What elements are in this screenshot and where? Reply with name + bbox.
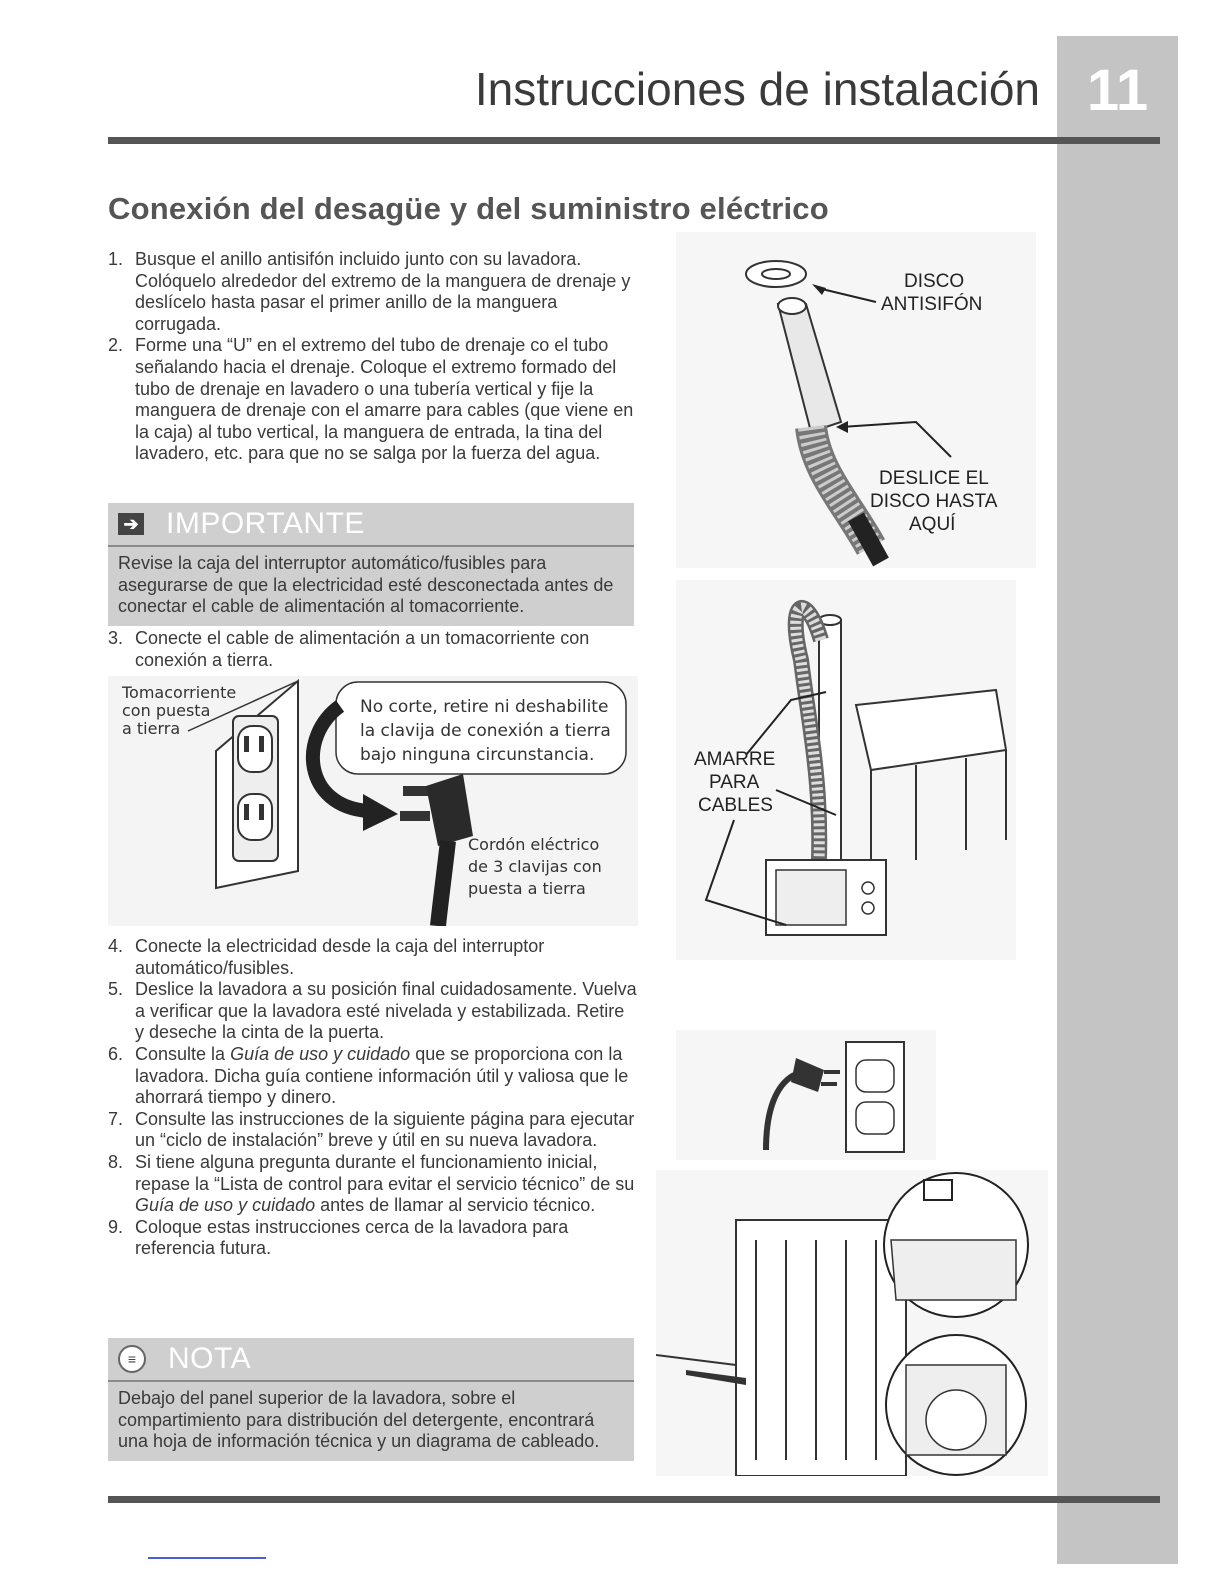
cord-label-line1: Cordón eléctrico	[468, 835, 600, 854]
list-item: 9. Coloque estas instrucciones cerca de la lavadora para referencia futura.	[108, 1216, 569, 1259]
tie-label-line1: AMARRE	[694, 749, 776, 770]
section-title: Conexión del desagüe y del suministro eléctrico	[108, 191, 829, 226]
steps-list-c	[108, 936, 638, 1260]
note-label: NOTA	[168, 1342, 252, 1375]
outlet-figure	[108, 676, 638, 926]
warning-line3: bajo ninguna circunstancia.	[360, 745, 595, 765]
tie-label-line2: PARA	[709, 772, 760, 793]
outlet-label-line2: con puesta	[122, 701, 211, 720]
slide-label-line1: DESLICE EL	[879, 468, 989, 489]
warning-line1: No corte, retire ni deshabilite	[360, 697, 609, 717]
info-sheet-icon	[924, 1180, 952, 1200]
important-callout	[108, 503, 634, 626]
cord-label-line3: puesta a tierra	[468, 879, 586, 898]
note-icon: ≡	[118, 1345, 146, 1373]
list-item: 8. Si tiene alguna pregunta durante el funcionamiento inicial, repase la “Lista de control para evitar el servicio técnico” de su Guía de uso y cuidado antes de llamar al servicio técnico.	[108, 1151, 635, 1216]
list-item: 2. Forme una “U” en el extremo del tubo de drenaje co el tubo señalando hacia el drenaje. Coloque el extremo formado del tubo de drenaje en lavadero o una tubería vertical y fije la manguera de drenaje con el amarre para cables (que viene en la caja) al tubo vertical, la manguera de entrada, la tina del lavadero, etc. para que no se salga por la fuerza del agua.	[108, 335, 634, 464]
disc-label-line1: DISCO	[904, 271, 965, 292]
list-item: 6. Consulte la Guía de uso y cuidado que se proporciona con la lavadora. Dicha guía contiene información útil y valiosa que le ahorrará tiempo y dinero.	[108, 1043, 629, 1108]
list-item: 5. Deslice la lavadora a su posición final cuidadosamente. Vuelva a verificar que la lavadora esté nivelada y estabilizada. Retire y deseche la cinta de la puerta.	[108, 979, 637, 1043]
list-item: 4. Conecte la electricidad desde la caja del interruptor automático/fusibles.	[108, 936, 545, 978]
washer-figure	[656, 1170, 1048, 1476]
washer-front-icon	[736, 1220, 906, 1476]
important-text: Revise la caja del interruptor automático/fusibles para asegurarse de que la electricidad esté desconectada antes de conectar el cable de alimentación al tomacorriente.	[118, 553, 614, 617]
note-text: Debajo del panel superior de la lavadora, sobre el compartimiento para distribución del detergente, encontrará una hoja de información técnica y un diagrama de cableado.	[118, 1388, 600, 1452]
important-header	[108, 503, 634, 547]
page-sidebar-tab	[1057, 36, 1178, 1564]
slide-label-line2: DISCO HASTA	[870, 491, 998, 512]
footer-rule	[108, 1496, 1160, 1503]
footer-link-underline	[148, 1557, 266, 1559]
cord-label-line2: de 3 clavijas con	[468, 857, 602, 876]
tie-label-line3: CABLES	[698, 795, 773, 816]
page-number: 11	[1086, 58, 1149, 123]
wall-outlet-icon	[846, 1042, 904, 1152]
list-item: 1. Busque el anillo antisifón incluido junto con su lavadora. Colóquelo alrededor del extremo de la manguera de drenaje y deslícelo hasta pasar el primer anillo de la manguera corrugada.	[108, 249, 631, 334]
outlet-label-line1: Tomacorriente	[122, 683, 237, 702]
anti-siphon-disc-icon	[746, 261, 806, 287]
page-title: Instrucciones de instalación	[474, 63, 1040, 115]
warning-line2: la clavija de conexión a tierra	[360, 721, 611, 741]
header-rule	[108, 137, 1160, 144]
standpipe-figure	[676, 580, 1016, 960]
warning-arrow-icon: ➔	[118, 513, 144, 535]
steps-list-b	[108, 628, 638, 671]
hose-figure	[676, 232, 1036, 568]
plug-figure	[676, 1030, 936, 1160]
slide-label-line3: AQUÍ	[909, 514, 956, 535]
disc-label-line2: ANTISIFÓN	[881, 294, 983, 315]
list-item: 3. Conecte el cable de alimentación a un tomacorriente con conexión a tierra.	[108, 628, 590, 670]
outlet-label-line3: a tierra	[122, 719, 181, 738]
steps-list-a	[108, 249, 638, 465]
list-item: 7. Consulte las instrucciones de la siguiente página para ejecutar un “ciclo de instalación” breve y útil en su nueva lavadora.	[108, 1108, 635, 1151]
note-header	[108, 1338, 634, 1382]
note-callout	[108, 1338, 634, 1461]
important-label: IMPORTANTE	[166, 507, 365, 540]
